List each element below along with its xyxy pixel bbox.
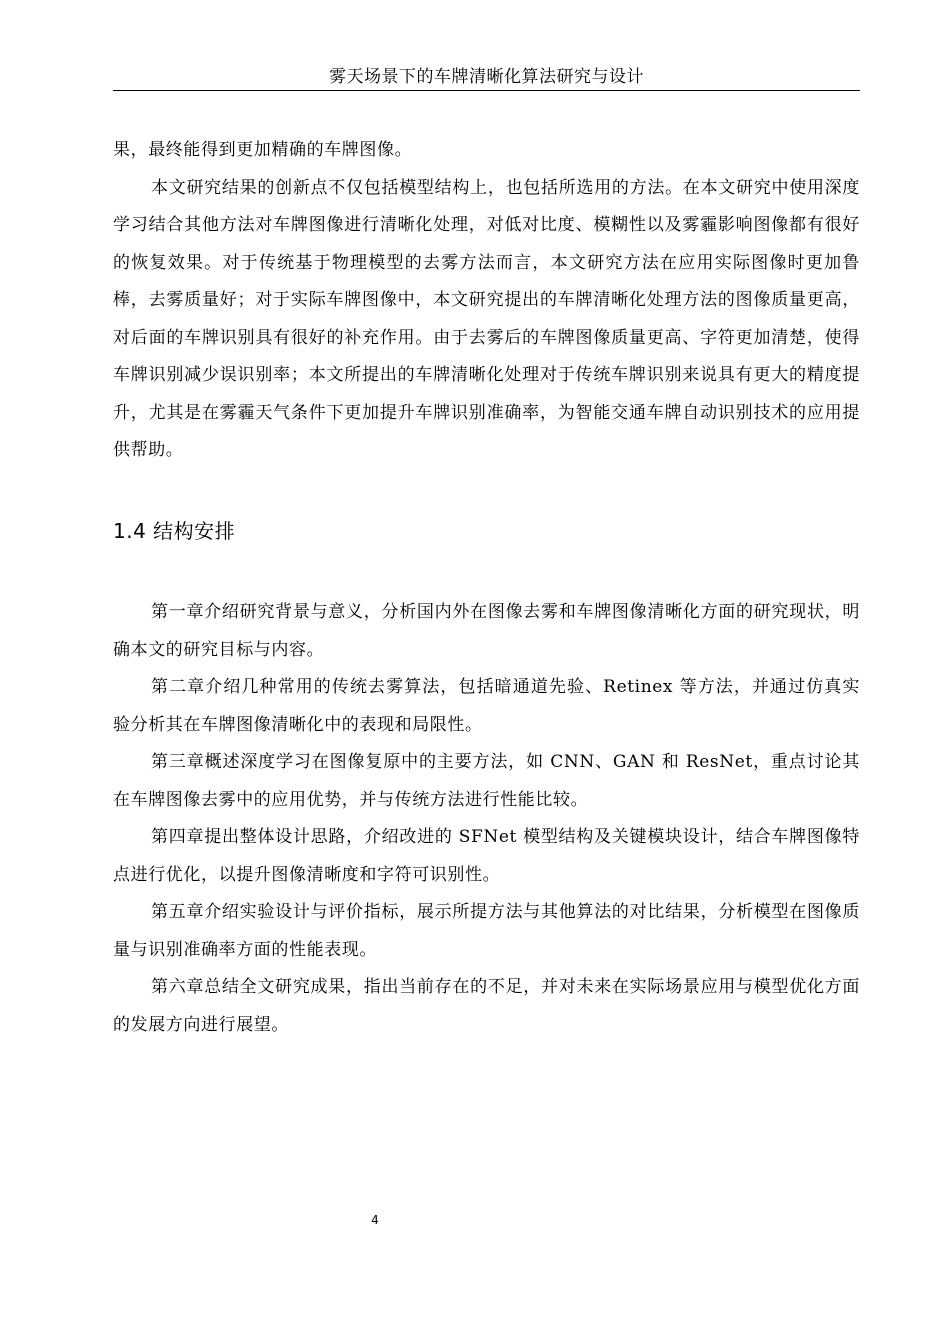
section-heading: 1.4 结构安排	[113, 519, 236, 543]
body-paragraph: 果，最终能得到更加精确的车牌图像。	[113, 140, 413, 160]
chapter-paragraph: 第三章概述深度学习在图像复原中的主要方法，如 CNN、GAN 和 ResNet，重点讨论其在车牌图像去雾中的应用优势，并与传统方法进行性能比较。	[113, 752, 860, 810]
chapter-paragraph: 第二章介绍几种常用的传统去雾算法，包括暗通道先验、Retinex 等方法，并通过仿真实验分析其在车牌图像清晰化中的表现和局限性。	[113, 677, 860, 735]
chapter-paragraph: 第一章介绍研究背景与意义，分析国内外在图像去雾和车牌图像清晰化方面的研究现状，明确本文的研究目标与内容。	[113, 602, 860, 660]
running-header: 雾天场景下的车牌清晰化算法研究与设计	[329, 67, 644, 87]
body-text-block	[113, 132, 860, 470]
chapter-paragraph: 第四章提出整体设计思路，介绍改进的 SFNet 模型结构及关键模块设计，结合车牌图像特点进行优化，以提升图像清晰度和字符可识别性。	[113, 827, 860, 885]
body-paragraph: 本文研究结果的创新点不仅包括模型结构上，也包括所选用的方法。在本文研究中使用深度学习结合其他方法对车牌图像进行清晰化处理，对低对比度、模糊性以及雾霾影响图像都有很好的恢复效果。对于传统基于物理模型的去雾方法而言，本文研究方法在应用实际图像时更加鲁棒，去雾质量好；对于实际车牌图像中，本文研究提出的车牌清晰化处理方法的图像质量更高，对后面的车牌识别具有很好的补充作用。由于去雾后的车牌图像质量更高、字符更加清楚，使得车牌识别减少误识别率；本文所提出的车牌清晰化处理对于传统车牌识别来说具有更大的精度提升，尤其是在雾霾天气条件下更加提升车牌识别准确率，为智能交通车牌自动识别技术的应用提供帮助。	[113, 177, 860, 460]
chapter-paragraph: 第五章介绍实验设计与评价指标，展示所提方法与其他算法的对比结果，分析模型在图像质量与识别准确率方面的性能表现。	[113, 902, 860, 960]
chapter-outline	[113, 594, 860, 1044]
chapter-paragraph: 第六章总结全文研究成果，指出当前存在的不足，并对未来在实际场景应用与模型优化方面的发展方向进行展望。	[113, 977, 860, 1035]
page-number: 4	[371, 1213, 379, 1227]
header-divider	[113, 90, 860, 91]
